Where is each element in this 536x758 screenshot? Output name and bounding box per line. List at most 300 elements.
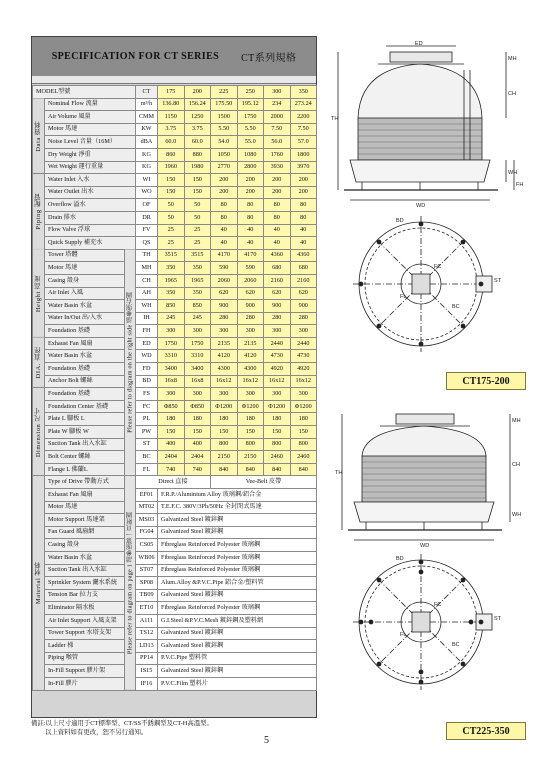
row-label: Flow Valve 浮球 (45, 224, 136, 237)
material-row (33, 501, 317, 514)
material-code: TS12 (136, 627, 158, 640)
row-value: 1965 (184, 274, 211, 287)
row-symbol: KG (136, 148, 158, 161)
row-label: Air Volume 風量 (45, 111, 136, 124)
table-row (33, 325, 317, 338)
dim-label-mh-2: MH (512, 418, 521, 424)
row-label: Drain 排水 (45, 211, 136, 224)
row-value: 200 (290, 186, 317, 199)
row-value: 234 (264, 98, 291, 111)
material-code: PP14 (136, 652, 158, 665)
row-value: 680 (264, 262, 291, 275)
row-symbol: FV (136, 224, 158, 237)
table-row (33, 426, 317, 439)
row-value: 16x12 (290, 375, 317, 388)
material-description: Alum.Alloy &P.V.C.Pipe 鋁合金/塑料管 (158, 577, 317, 590)
row-value: 1250 (184, 111, 211, 124)
spec-title-cn: CT系列規格 (241, 53, 297, 64)
page-number: 5 (264, 735, 269, 746)
material-row (33, 652, 317, 665)
row-value: 2150 (237, 451, 264, 464)
material-code: SP08 (136, 577, 158, 590)
row-value: Φ850 (184, 400, 211, 413)
material-row (33, 614, 317, 627)
row-label: Type of Drive 帶動方式 (45, 476, 125, 489)
material-description: T.E.F.C. 380V/3Ph/50Hz 全封閉式馬達 (158, 501, 317, 514)
model-value: 350 (290, 86, 317, 99)
table-row (33, 186, 317, 199)
group-category-label: Height 高度 (33, 249, 45, 337)
dim-label-wh-2: WH (512, 512, 522, 518)
spec-grid (32, 85, 317, 691)
row-value: 1760 (264, 148, 291, 161)
drive-type-row (33, 476, 317, 489)
row-value: 4120 (211, 350, 238, 363)
row-value: 1080 (237, 148, 264, 161)
row-value: 620 (237, 287, 264, 300)
row-value: 60.0 (158, 136, 185, 149)
model-label: MODEL型號 (33, 86, 136, 99)
row-value: 3.75 (184, 123, 211, 136)
material-code: FG04 (136, 526, 158, 539)
table-row (33, 249, 317, 262)
material-row (33, 677, 317, 690)
row-symbol: OF (136, 199, 158, 212)
material-row (33, 551, 317, 564)
row-value: 3930 (264, 161, 291, 174)
dim-label-wd-2: WD (420, 543, 430, 548)
row-value: 180 (158, 413, 185, 426)
dim-label-wd: WD (416, 203, 426, 209)
row-value: 180 (290, 413, 317, 426)
row-value: 80 (264, 211, 291, 224)
row-symbol: IH (136, 312, 158, 325)
model-row (33, 86, 317, 99)
dim-label-fc: FC (434, 264, 442, 270)
table-row (33, 300, 317, 313)
row-value: 3400 (184, 363, 211, 376)
row-value: 175.50 (211, 98, 238, 111)
row-value: Φ1200 (237, 400, 264, 413)
row-value: 150 (184, 174, 211, 187)
row-value: 25 (184, 237, 211, 250)
row-label: Casing 殼身 (45, 539, 125, 552)
row-label: Tower Support 水塔支架 (45, 627, 125, 640)
row-label: Water Basin 水盆 (45, 350, 136, 363)
row-value: 800 (290, 438, 317, 451)
row-label: Foundation 基礎 (45, 363, 136, 376)
row-value: 2135 (211, 337, 238, 350)
row-value: 80 (211, 199, 238, 212)
row-value: 620 (211, 287, 238, 300)
group-category-label: Piping 配管 (33, 174, 45, 250)
row-value: 150 (184, 186, 211, 199)
row-value: 40 (211, 237, 238, 250)
row-value: 4300 (211, 363, 238, 376)
row-value: 80 (264, 199, 291, 212)
row-value: 3515 (158, 249, 185, 262)
row-value: 80 (290, 199, 317, 212)
row-value: 4730 (290, 350, 317, 363)
table-row (33, 337, 317, 350)
material-code: ST07 (136, 564, 158, 577)
material-code: IF16 (136, 677, 158, 690)
row-value: 3400 (158, 363, 185, 376)
dim-label-fl: FL (400, 294, 407, 300)
row-value: 300 (211, 388, 238, 401)
row-label: Eliminator 隔水板 (45, 602, 125, 615)
row-value: 350 (158, 262, 185, 275)
row-value: 80 (237, 211, 264, 224)
table-row (33, 174, 317, 187)
model-symbol: CT (136, 86, 158, 99)
row-value: 350 (158, 287, 185, 300)
row-label: Noise Level 音量（16M） (45, 136, 136, 149)
table-row (33, 413, 317, 426)
row-value: 150 (158, 426, 185, 439)
row-value: 200 (237, 174, 264, 187)
row-value: 620 (264, 287, 291, 300)
row-label: Motor 馬達 (45, 262, 125, 275)
row-value: 400 (158, 438, 185, 451)
row-label: Casing 殼身 (45, 274, 125, 287)
dim-label-bd-2: BD (396, 556, 404, 562)
footnote-line-2: 以上資料如有更改，恕不另行通知。 (45, 728, 148, 736)
material-code: LD13 (136, 640, 158, 653)
row-value: 2800 (237, 161, 264, 174)
row-value: 80 (211, 211, 238, 224)
row-value: 50 (158, 211, 185, 224)
row-value: 840 (290, 463, 317, 476)
row-value: 200 (211, 174, 238, 187)
table-row (33, 274, 317, 287)
row-label: Piping 喉管 (45, 652, 125, 665)
row-symbol: FH (136, 325, 158, 338)
row-value: 40 (211, 224, 238, 237)
material-row (33, 577, 317, 590)
spec-title-en: SPECIFICATION FOR CT SERIES (51, 51, 220, 62)
table-row (33, 123, 317, 136)
row-value: 50 (184, 199, 211, 212)
dim-label-bd: BD (396, 218, 404, 224)
material-row (33, 627, 317, 640)
row-label: Water Inlet 入水 (45, 174, 136, 187)
row-value: 180 (237, 413, 264, 426)
table-row (33, 148, 317, 161)
group-category-label: Dimension 尺寸 (33, 388, 45, 476)
material-code: MS03 (136, 514, 158, 527)
row-symbol: WO (136, 186, 158, 199)
drive-direct: Direct 直接 (136, 476, 211, 489)
table-row (33, 287, 317, 300)
row-value: 4360 (290, 249, 317, 262)
row-value: 850 (158, 300, 185, 313)
row-value: 2150 (211, 451, 238, 464)
row-label: Foundation 基礎 (45, 388, 136, 401)
row-symbol: WH (136, 300, 158, 313)
row-value: 16x12 (237, 375, 264, 388)
row-value: 2160 (290, 274, 317, 287)
elevation-drawing-ct175-200 (330, 40, 530, 210)
model-value: 175 (158, 86, 185, 99)
row-symbol: PL (136, 413, 158, 426)
group-category-label: Data 資料 (33, 98, 45, 174)
material-code: IS15 (136, 665, 158, 678)
row-value: 3310 (184, 350, 211, 363)
row-value: 40 (237, 237, 264, 250)
material-category-label: Material 材料 (33, 476, 45, 690)
row-value: 3.75 (158, 123, 185, 136)
material-description: Galvanized Steel 鍍鋅鋼 (158, 640, 317, 653)
row-value: 245 (184, 312, 211, 325)
row-value: 1750 (158, 337, 185, 350)
material-row (33, 539, 317, 552)
row-symbol: PW (136, 426, 158, 439)
table-row (33, 451, 317, 464)
table-row (33, 400, 317, 413)
row-label: Foundation 基礎 (45, 325, 125, 338)
dim-label-th: TH (331, 116, 339, 122)
row-value: 4300 (237, 363, 264, 376)
table-row (33, 350, 317, 363)
dim-label-wh: WH (508, 170, 518, 176)
row-value: 1750 (184, 337, 211, 350)
material-code: MT02 (136, 501, 158, 514)
row-value: 350 (184, 262, 211, 275)
row-label: Flange L 佛蘭L (45, 463, 136, 476)
row-label: Water Outlet 出水 (45, 186, 136, 199)
group-category-label: DIA. 直徑 (33, 337, 45, 387)
row-label: Foundation Center 基礎 (45, 400, 136, 413)
row-value: 2160 (264, 274, 291, 287)
row-label: Sprinkler System 灑水系統 (45, 577, 125, 590)
row-label: Bolt Center 螺絲 (45, 451, 136, 464)
row-value: 840 (264, 463, 291, 476)
spec-table-panel (31, 36, 317, 718)
row-symbol: QS (136, 237, 158, 250)
row-value: 350 (184, 287, 211, 300)
row-value: 2135 (237, 337, 264, 350)
table-row (33, 224, 317, 237)
row-value: 1980 (184, 161, 211, 174)
row-symbol: WI (136, 174, 158, 187)
row-symbol: DR (136, 211, 158, 224)
row-value: 4170 (211, 249, 238, 262)
row-value: 150 (237, 426, 264, 439)
row-value: 1750 (237, 111, 264, 124)
row-value: 800 (237, 438, 264, 451)
row-value: 4120 (237, 350, 264, 363)
row-value: 300 (158, 388, 185, 401)
row-value: 2404 (184, 451, 211, 464)
row-value: 900 (237, 300, 264, 313)
row-value: 300 (290, 388, 317, 401)
row-value: 200 (290, 174, 317, 187)
row-value: 280 (264, 312, 291, 325)
row-value: 136.80 (158, 98, 185, 111)
material-row (33, 514, 317, 527)
footnote-line-1: 備註:以上尺寸適用于CT標準型、CT/SS不銹鋼型及CT-H高溫型。 (31, 720, 213, 727)
material-description: Fibreglass Reinforced Polyester 玻璃鋼 (158, 551, 317, 564)
row-label: Quick Supply 補充水 (45, 237, 136, 250)
row-label: Motor 馬達 (45, 501, 125, 514)
row-value: 25 (158, 237, 185, 250)
row-symbol: m³/h (136, 98, 158, 111)
row-value: 156.24 (184, 98, 211, 111)
row-label: In-Fill Support 膠片架 (45, 665, 125, 678)
row-symbol: FS (136, 388, 158, 401)
model-value: 250 (237, 86, 264, 99)
row-value: 245 (158, 312, 185, 325)
row-value: 180 (184, 413, 211, 426)
row-value: 4730 (264, 350, 291, 363)
material-description: Galvanized Steel 鍍鋅鋼 (158, 589, 317, 602)
diagram-reference-note: Please refer to diagram on the right side 請參照右圖 (125, 249, 136, 476)
table-row (33, 388, 317, 401)
material-row (33, 640, 317, 653)
material-code: A111 (136, 614, 158, 627)
row-symbol: ST (136, 438, 158, 451)
row-label: Water Basin 水盆 (45, 551, 125, 564)
row-value: 300 (211, 325, 238, 338)
row-label: Wet Weight 運行重量 (45, 161, 136, 174)
table-row (33, 438, 317, 451)
row-label: Air Inlet 入風 (45, 287, 125, 300)
row-label: Motor 馬達 (45, 123, 136, 136)
model-value: 300 (264, 86, 291, 99)
row-label: Dry Weight 淨重 (45, 148, 136, 161)
row-label: Water Basin 水盆 (45, 300, 125, 313)
row-value: 16x8 (158, 375, 185, 388)
row-value: 840 (237, 463, 264, 476)
row-value: 590 (237, 262, 264, 275)
row-value: 2440 (290, 337, 317, 350)
dim-label-fh: FH (516, 182, 524, 188)
row-value: 2060 (237, 274, 264, 287)
row-symbol: AH (136, 287, 158, 300)
row-label: Suction Tank 出入水缸 (45, 564, 125, 577)
material-code: EF01 (136, 489, 158, 502)
dim-label-st: ST (494, 278, 502, 284)
row-label: Plate L 腳板 L (45, 413, 136, 426)
row-value: 1050 (211, 148, 238, 161)
row-value: 7.50 (290, 123, 317, 136)
row-value: 5.50 (237, 123, 264, 136)
table-row (33, 136, 317, 149)
row-symbol: BD (136, 375, 158, 388)
row-value: 56.0 (264, 136, 291, 149)
material-code: TB09 (136, 589, 158, 602)
row-value: Φ1200 (290, 400, 317, 413)
material-row (33, 526, 317, 539)
row-value: 40 (264, 224, 291, 237)
row-value: 280 (237, 312, 264, 325)
row-value: 4920 (290, 363, 317, 376)
row-value: 2440 (264, 337, 291, 350)
row-symbol: WD (136, 350, 158, 363)
row-value: 1960 (158, 161, 185, 174)
table-row (33, 463, 317, 476)
row-value: 57.0 (290, 136, 317, 149)
row-symbol: ED (136, 337, 158, 350)
material-description: Fibreglass Reinforced Polyester 玻璃鋼 (158, 539, 317, 552)
row-label: In-Fill 膠片 (45, 677, 125, 690)
row-label: Ladder 梯 (45, 640, 125, 653)
row-value: 590 (211, 262, 238, 275)
row-value: 900 (290, 300, 317, 313)
row-value: Φ1200 (211, 400, 238, 413)
material-code: CS05 (136, 539, 158, 552)
material-code: WB06 (136, 551, 158, 564)
row-value: 273.24 (290, 98, 317, 111)
dim-label-th-2: TH (335, 470, 343, 476)
row-symbol: CH (136, 274, 158, 287)
row-value: 300 (158, 325, 185, 338)
row-value: 1150 (158, 111, 185, 124)
row-label: Anchor Bolt 螺絲 (45, 375, 136, 388)
row-value: 16x12 (211, 375, 238, 388)
table-row (33, 375, 317, 388)
material-row (33, 665, 317, 678)
row-value: 300 (264, 388, 291, 401)
spec-title-bar (32, 37, 316, 76)
row-value: 3970 (290, 161, 317, 174)
row-symbol: TH (136, 249, 158, 262)
material-row (33, 564, 317, 577)
row-value: 860 (158, 148, 185, 161)
row-label: Water In/Out 出/入水 (45, 312, 125, 325)
table-row (33, 199, 317, 212)
row-value: 150 (158, 174, 185, 187)
row-value: 180 (211, 413, 238, 426)
row-value: 4360 (264, 249, 291, 262)
material-row (33, 602, 317, 615)
row-value: 1800 (290, 148, 317, 161)
row-value: 150 (264, 426, 291, 439)
row-value: 200 (211, 186, 238, 199)
row-value: 2404 (158, 451, 185, 464)
row-symbol: KG (136, 161, 158, 174)
material-description: F.R.P./Aluminium Alloy 玻璃鋼/鋁合金 (158, 489, 317, 502)
material-description: Galvanized Steel 鍍鋅鋼 (158, 526, 317, 539)
model-tag-ct225-350: CT225-350 (446, 722, 526, 740)
row-value: 300 (184, 325, 211, 338)
material-description: Fibreglass Reinforced Polyester 玻璃鋼 (158, 602, 317, 615)
row-symbol: BC (136, 451, 158, 464)
row-label: Fan Guard 風扇網 (45, 526, 125, 539)
row-label: Suction Tank 出入水缸 (45, 438, 136, 451)
row-label: Motor Support 馬達架 (45, 514, 125, 527)
table-row (33, 363, 317, 376)
row-value: 55.0 (237, 136, 264, 149)
row-value: 7.50 (264, 123, 291, 136)
row-label: Tower 塔體 (45, 249, 125, 262)
material-reference-note: Please refer to diagram on page 1 請參照第一頁附圖 (125, 476, 136, 690)
row-value: 280 (211, 312, 238, 325)
table-row (33, 262, 317, 275)
row-value: 50 (184, 211, 211, 224)
material-description: Galvanized Steel 鍍鋅鋼 (158, 665, 317, 678)
row-value: 150 (211, 426, 238, 439)
row-value: 2000 (264, 111, 291, 124)
row-symbol: CMM (136, 111, 158, 124)
row-value: 300 (237, 388, 264, 401)
row-value: 2200 (290, 111, 317, 124)
row-symbol: FC (136, 400, 158, 413)
dim-label-ch: CH (508, 91, 516, 97)
model-value: 200 (184, 86, 211, 99)
row-value: Φ1200 (264, 400, 291, 413)
